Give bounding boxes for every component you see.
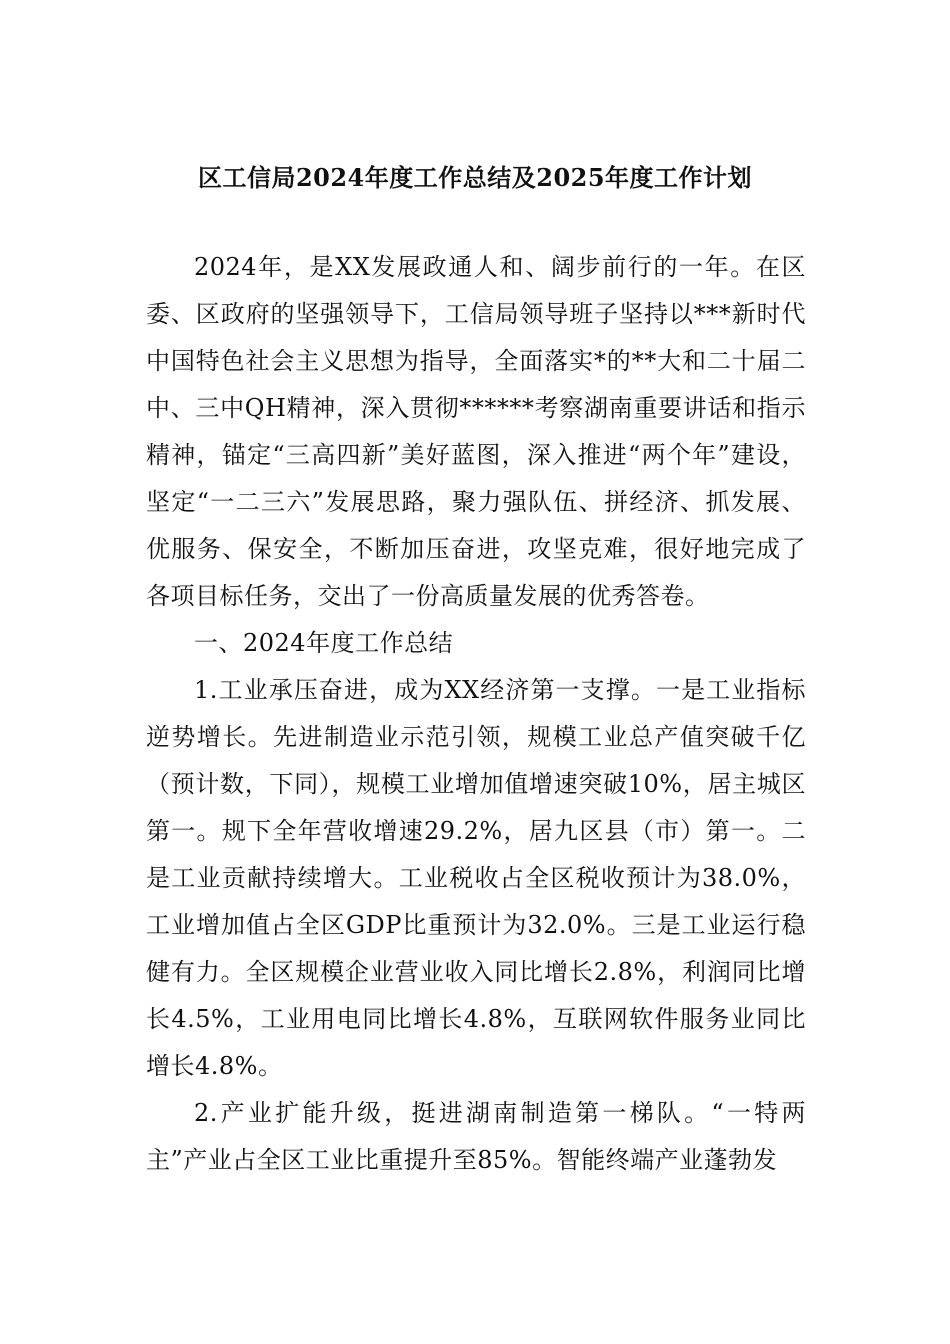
intro-paragraph: 2024年，是XX发展政通人和、阔步前行的一年。在区委、区政府的坚强领导下，工信局领导班子坚持以***新时代中国特色社会主义思想为指导，全面落实*的**大和二十届二中、三中QH精神，深入贯彻******考察湖南重要讲话和指示精神，锚定“三高四新”美好蓝图，深入推进“两个年”建设，坚定“一二三六”发展思路，聚力强队伍、拼经济、抓发展、优服务、保安全，不断加压奋进，攻坚克难，很好地完成了各项目标任务，交出了一份高质量发展的优秀答卷。 — [146, 253, 806, 610]
section-heading: 一、2024年度工作总结 — [194, 629, 454, 657]
document-body — [146, 244, 806, 1184]
document-title: 区工信局2024年度工作总结及2025年度工作计划 — [197, 163, 753, 192]
body-paragraph-2: 2.产业扩能升级，挺进湖南制造第一梯队。“一特两主”产业占全区工业比重提升至85%。智能终端产业蓬勃发 — [146, 1099, 806, 1174]
body-paragraph-1: 1.工业承压奋进，成为XX经济第一支撑。一是工业指标逆势增长。先进制造业示范引领，规模工业总产值突破千亿（预计数，下同），规模工业增加值增速突破10%，居主城区第一。规下全年营收增速29.2%，居九区县（市）第一。二是工业贡献持续增大。工业税收占全区税收预计为38.0%，工业增加值占全区GDP比重预计为32.0%。三是工业运行稳健有力。全区规模企业营业收入同比增长2.8%，利润同比增长4.5%，工业用电同比增长4.8%，互联网软件服务业同比增长4.8%。 — [146, 676, 806, 1080]
